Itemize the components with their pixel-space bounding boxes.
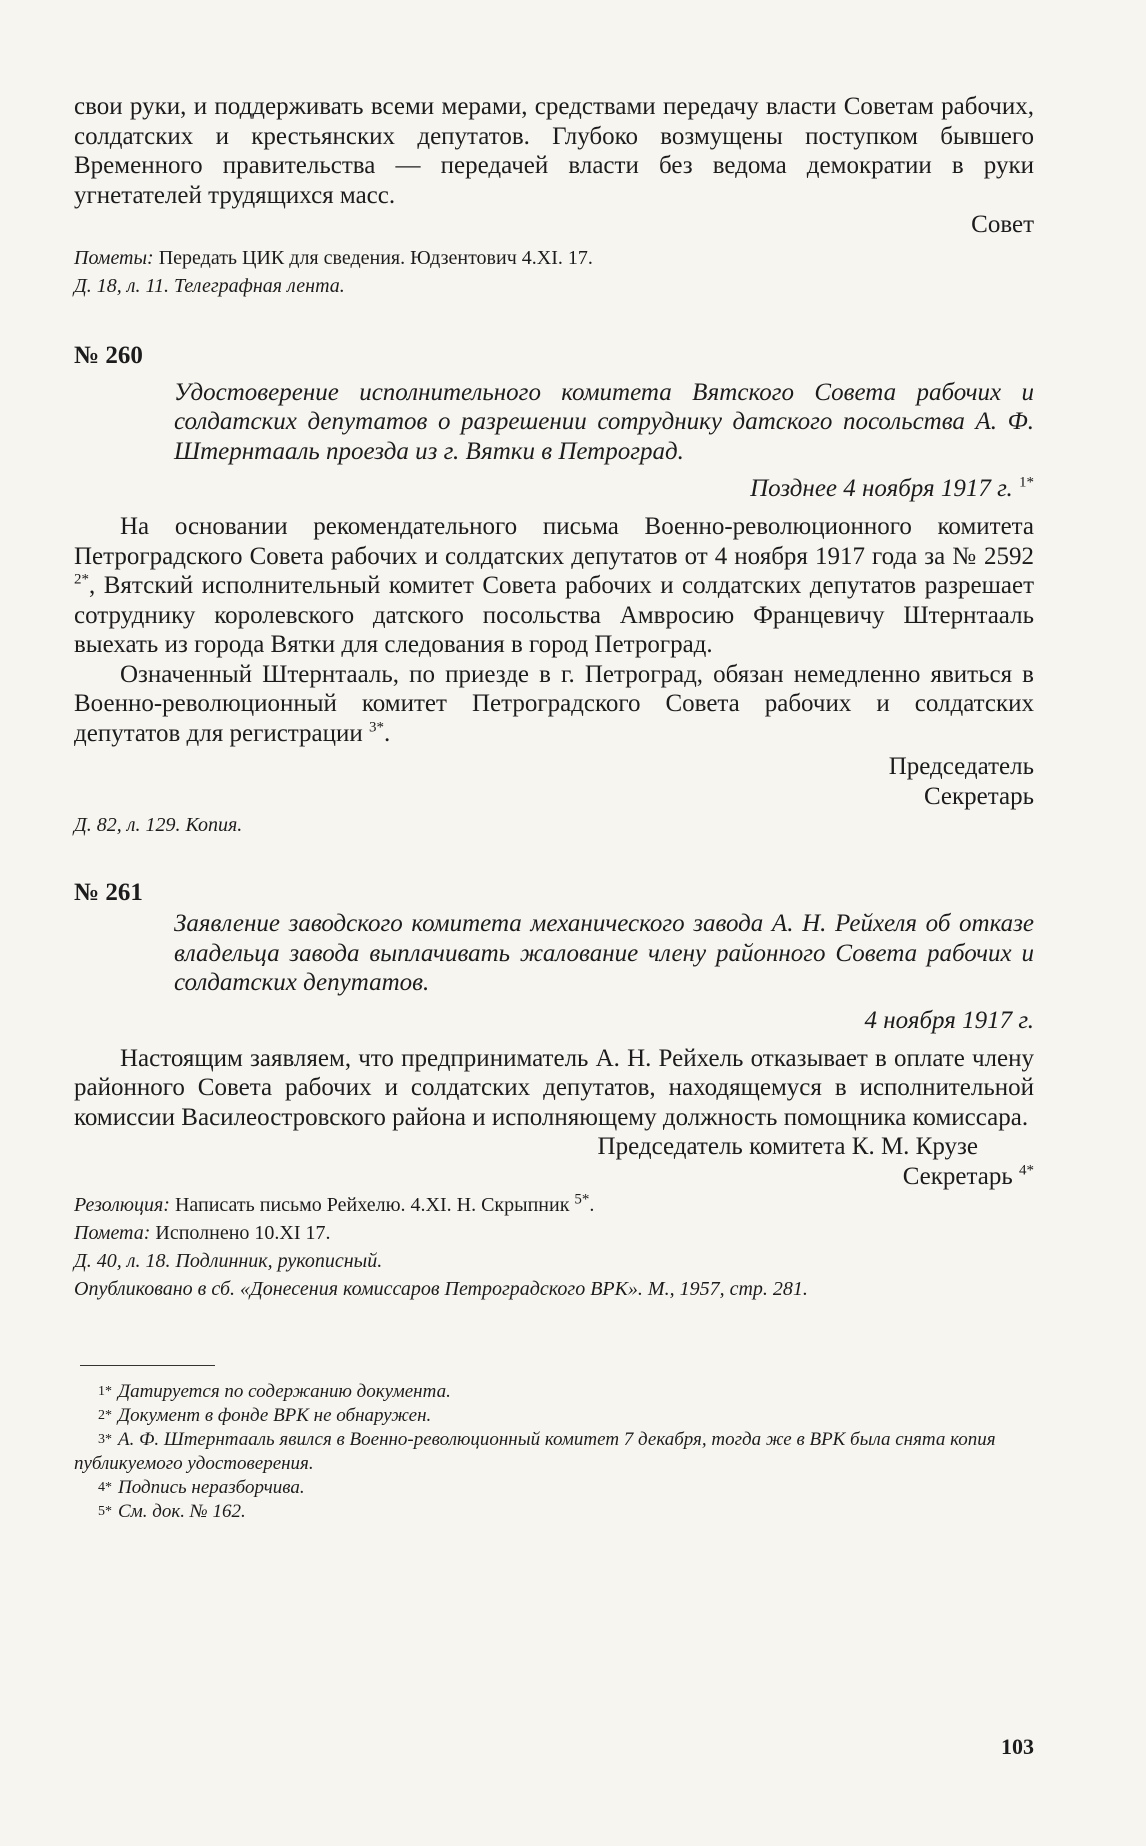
doc-261-resolution: Резолюция: Написать письмо Рейхелю. 4.XI. Н. Скрыпник $^{5*}$. [74, 1191, 595, 1216]
intro-signature: Совет [971, 211, 1034, 238]
doc-261-source: Д. 40, л. 18. Подлинник, рукописный. [74, 1250, 383, 1272]
intro-marks-text: Передать ЦИК для сведения. Юдзентович 4.XI. 17. [158, 246, 593, 269]
doc-260-date: Позднее 4 ноября 1917 г. $^{1*}$ [750, 474, 1034, 502]
intro-source: Д. 18, л. 11. Телеграфная лента. [74, 274, 345, 297]
footnote-divider [80, 1365, 215, 1366]
doc-261-paragraph-1: Настоящим заявляем, что предприниматель А. Н. Рейхель отказывает в оплате члену районного Совета рабочих и солдатских депутатов, находящемуся в исполнительной комиссии Василеостровского района и исполняющему должность помощника комиссара. [74, 1044, 1034, 1131]
doc-260-paragraph-1: На основании рекомендательного письма Военно-революционного комитета Петроградского Совета рабочих и солдатских депутатов от 4 ноября 1917 года за № 2592 $^{2*}$, Вятский исполнительный комитет Совета рабочих и солдатских депутатов разрешает сотруднику королевского датского посольства Амвросию Францевичу Штернтааль выехать из города Вятки для следования в город Петроград. [74, 513, 1034, 658]
doc-260-signature-secretary: Секретарь [923, 782, 1034, 810]
doc-261-signature-chair: Председатель комитета К. М. Крузе [597, 1133, 978, 1160]
doc-260-title: Удостоверение исполнительного комитета Вятского Совета рабочих и солдатских депутатов о разрешении сотруднику датского посольства А. Ф. Штернтааль проезда из г. Вятки в Петроград. [174, 378, 1034, 465]
intro-marks [74, 244, 1034, 272]
footnote-item: 4* Подпись неразборчива. [98, 1477, 305, 1498]
footnote-item: 3* А. Ф. Штернтааль явился в Военно-революционный комитет 7 декабря, тогда же в ВРК была снята копия публикуемого удостоверения. [74, 1429, 996, 1474]
doc-261-title: Заявление заводского комитета механического завода А. Н. Рейхеля об отказе владельца завода выплачивать жалование члену районного Совета рабочих и солдатских депутатов. [174, 910, 1034, 996]
doc-260-source: Д. 82, л. 129. Копия. [74, 814, 243, 836]
doc-261-published: Опубликовано в сб. «Донесения комиссаров Петроградского ВРК». М., 1957, стр. 281. [74, 1278, 808, 1300]
doc-260-signature-chair: Председатель [888, 753, 1034, 780]
doc-260-number: № 260 [74, 341, 143, 369]
doc-260-paragraph-2: Означенный Штернтааль, по приезде в г. Петроград, обязан немедленно явиться в Военно-революционный комитет Петроградского Совета рабочих и солдатских депутатов для регистрации $^{3*}$. [74, 660, 1034, 747]
intro-marks-label: Пометы: [74, 246, 154, 269]
page-content [74, 92, 1034, 1524]
page-number: 103 [1001, 1734, 1034, 1759]
doc-261-mark: Помета: Исполнено 10.XI 17. [74, 1222, 331, 1244]
doc-260 [74, 342, 1034, 840]
intro-paragraph: свои руки, и поддерживать всеми мерами, средствами передачу власти Советам рабочих, солдатских и крестьянских депутатов. Глубоко возмущены поступком бывшего Временного правительства — передачей власти без ведома демократии в руки угнетателей трудящихся масс. [74, 93, 1034, 209]
footnotes [74, 1380, 1034, 1524]
footnote-item: 2* Документ в фонде ВРК не обнаружен. [98, 1405, 432, 1426]
doc-261-signature-secretary: Секретарь $^{4*}$ [902, 1162, 1034, 1190]
footnote-item: 1* Датируется по содержанию документа. [98, 1381, 451, 1402]
doc-261 [74, 879, 1034, 1303]
doc-261-date: 4 ноября 1917 г. [864, 1006, 1034, 1034]
footnote-item: 5* См. док. № 162. [98, 1501, 246, 1522]
doc-261-number: № 261 [74, 879, 143, 906]
